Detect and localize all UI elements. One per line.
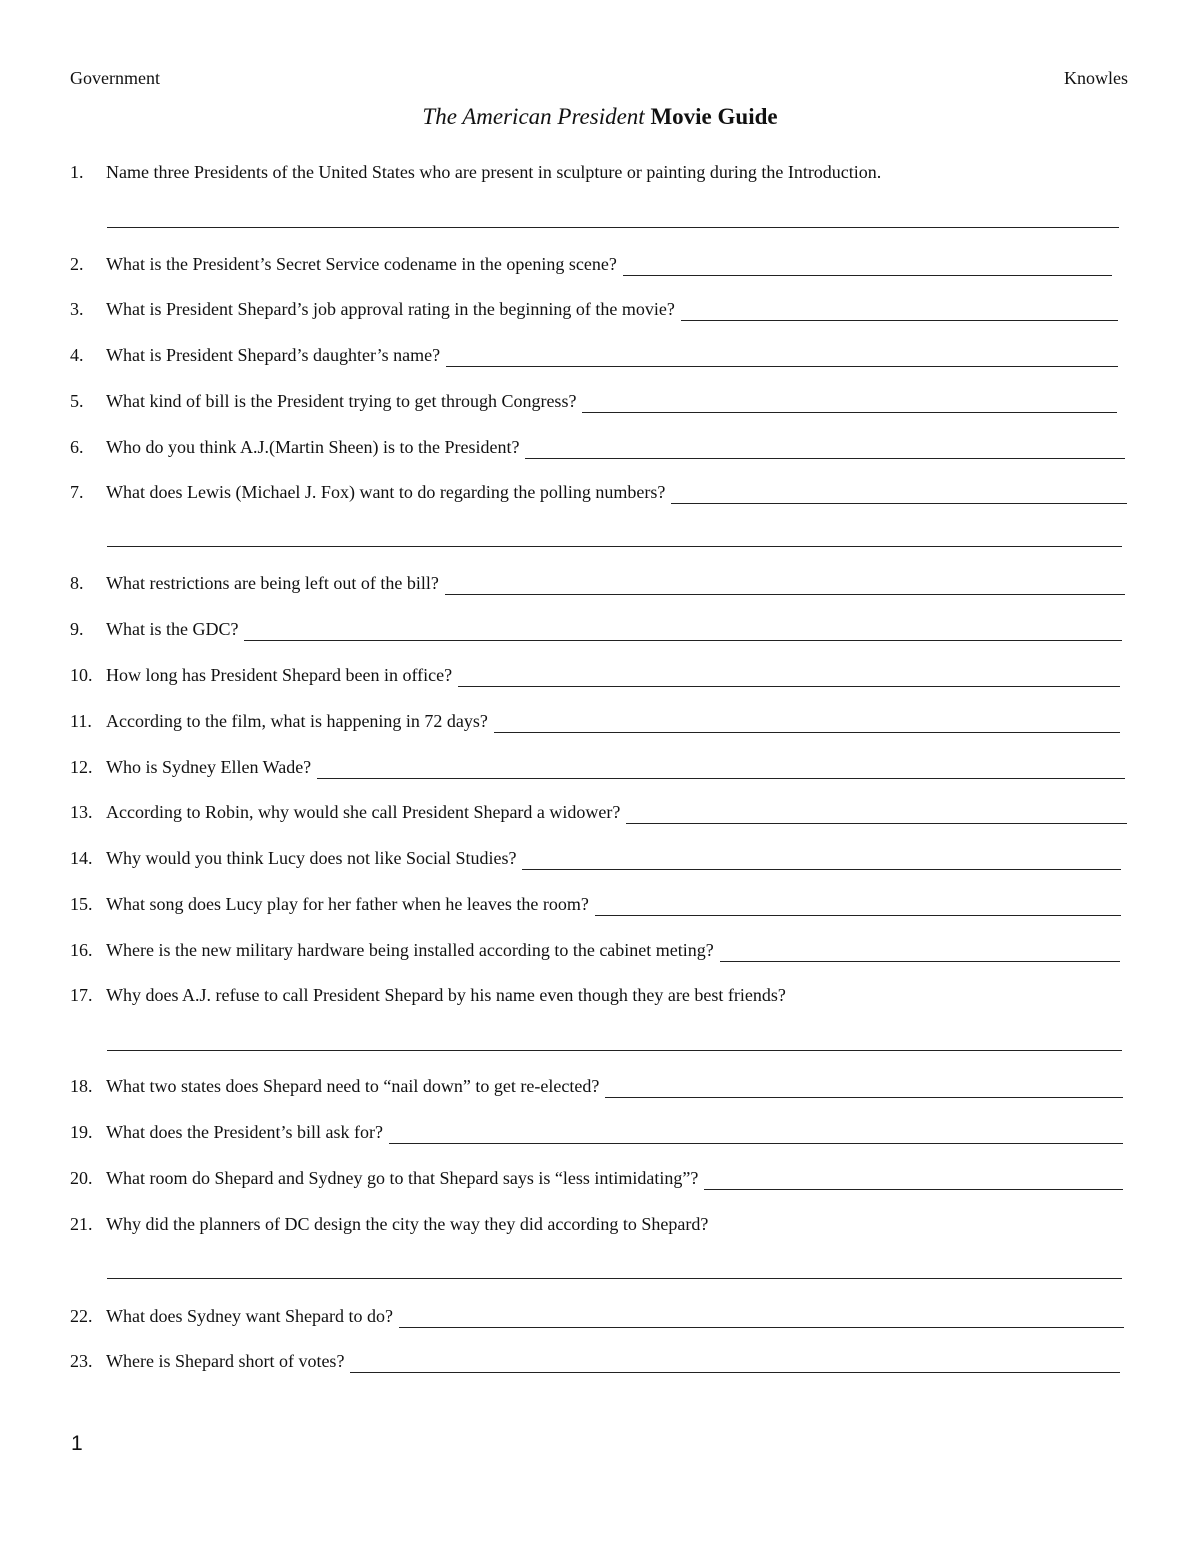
header-course: Government [70, 68, 160, 88]
answer-line-12[interactable] [317, 761, 1125, 779]
answer-line-5[interactable] [582, 395, 1117, 413]
question-13 [70, 800, 1127, 824]
answer-line-20[interactable] [704, 1172, 1123, 1190]
question-23 [70, 1349, 1120, 1373]
question-number: 11. [70, 711, 92, 731]
question-text: Who is Sydney Ellen Wade? [106, 757, 312, 777]
question-4 [70, 343, 1118, 367]
question-text: Where is Shepard short of votes? [106, 1351, 345, 1371]
question-number: 7. [70, 482, 84, 502]
question-3 [70, 297, 1118, 321]
question-text: Who do you think A.J.(Martin Sheen) is to the President? [106, 437, 520, 457]
question-number: 13. [70, 802, 93, 822]
question-number: 1. [70, 162, 84, 182]
question-text: What is President Shepard’s job approval rating in the beginning of the movie? [106, 299, 675, 319]
question-number: 19. [70, 1122, 93, 1142]
page-title [0, 104, 1200, 130]
question-number: 3. [70, 299, 84, 319]
question-2 [70, 252, 1112, 276]
question-9 [70, 617, 1122, 641]
question-number: 17. [70, 985, 93, 1005]
question-number: 10. [70, 665, 93, 685]
question-11 [70, 709, 1120, 733]
question-text: How long has President Shepard been in office? [106, 665, 453, 685]
answer-line-8[interactable] [445, 577, 1125, 595]
answer-line-16[interactable] [720, 944, 1120, 962]
question-5 [70, 389, 1117, 413]
question-text: What kind of bill is the President trying to get through Congress? [106, 391, 577, 411]
question-text: Name three Presidents of the United States who are present in sculpture or painting during the Introduction. [106, 162, 882, 182]
question-number: 18. [70, 1076, 93, 1096]
question-number: 20. [70, 1168, 93, 1188]
question-text: What is the President’s Secret Service codename in the opening scene? [106, 254, 617, 274]
answer-line-17[interactable] [107, 1050, 1122, 1051]
question-number: 6. [70, 437, 84, 457]
question-22 [70, 1304, 1124, 1328]
answer-line-2[interactable] [623, 258, 1112, 276]
answer-line-6[interactable] [525, 441, 1125, 459]
question-1 [70, 160, 1120, 184]
answer-line-7a[interactable] [671, 486, 1127, 504]
title-film-name: The American President [422, 104, 645, 129]
answer-line-3[interactable] [681, 303, 1118, 321]
question-19 [70, 1120, 1123, 1144]
answer-line-1[interactable] [107, 227, 1119, 228]
question-18 [70, 1074, 1123, 1098]
question-10 [70, 663, 1120, 687]
question-text: What does Lewis (Michael J. Fox) want to do regarding the polling numbers? [106, 482, 666, 502]
question-text: Why does A.J. refuse to call President Shepard by his name even though they are best friends? [106, 985, 786, 1005]
answer-line-13[interactable] [626, 806, 1127, 824]
question-number: 15. [70, 894, 93, 914]
answer-line-15[interactable] [595, 898, 1121, 916]
header-teacher: Knowles [1064, 68, 1128, 88]
question-number: 8. [70, 573, 84, 593]
question-number: 12. [70, 757, 93, 777]
page-number: 1 [71, 1432, 83, 1455]
question-text: What does Sydney want Shepard to do? [106, 1306, 393, 1326]
question-text: According to the film, what is happening in 72 days? [106, 711, 488, 731]
question-number: 21. [70, 1214, 93, 1234]
question-text: Why would you think Lucy does not like Social Studies? [106, 848, 517, 868]
question-text: What restrictions are being left out of the bill? [106, 573, 439, 593]
answer-line-9[interactable] [244, 623, 1122, 641]
question-16 [70, 938, 1120, 962]
question-text: What does the President’s bill ask for? [106, 1122, 383, 1142]
answer-line-23[interactable] [350, 1355, 1120, 1373]
answer-line-10[interactable] [458, 669, 1120, 687]
question-number: 14. [70, 848, 93, 868]
question-text: What two states does Shepard need to “nail down” to get re-elected? [106, 1076, 600, 1096]
question-12 [70, 755, 1125, 779]
question-8 [70, 571, 1125, 595]
question-text: What song does Lucy play for her father when he leaves the room? [106, 894, 589, 914]
question-text: Where is the new military hardware being installed according to the cabinet meting? [106, 940, 714, 960]
question-20 [70, 1166, 1123, 1190]
question-number: 2. [70, 254, 84, 274]
answer-line-19[interactable] [389, 1126, 1123, 1144]
question-text: Why did the planners of DC design the city the way they did according to Shepard? [106, 1214, 709, 1234]
question-text: What room do Shepard and Sydney go to that Shepard says is “less intimidating”? [106, 1168, 699, 1188]
question-number: 16. [70, 940, 93, 960]
answer-line-11[interactable] [494, 715, 1120, 733]
question-7 [70, 480, 1127, 504]
answer-line-7b[interactable] [107, 546, 1122, 547]
question-21 [70, 1212, 1120, 1236]
question-number: 22. [70, 1306, 93, 1326]
title-suffix: Movie Guide [650, 104, 778, 129]
question-text: What is the GDC? [106, 619, 239, 639]
question-text: According to Robin, why would she call President Shepard a widower? [106, 802, 621, 822]
question-15 [70, 892, 1121, 916]
answer-line-21[interactable] [107, 1278, 1122, 1279]
question-number: 9. [70, 619, 84, 639]
question-6 [70, 435, 1125, 459]
question-text: What is President Shepard’s daughter’s name? [106, 345, 441, 365]
question-number: 23. [70, 1351, 93, 1371]
answer-line-18[interactable] [605, 1080, 1123, 1098]
answer-line-4[interactable] [446, 349, 1118, 367]
question-14 [70, 846, 1121, 870]
question-number: 4. [70, 345, 84, 365]
answer-line-22[interactable] [399, 1310, 1124, 1328]
answer-line-14[interactable] [522, 852, 1121, 870]
question-17 [70, 983, 1120, 1007]
question-number: 5. [70, 391, 84, 411]
